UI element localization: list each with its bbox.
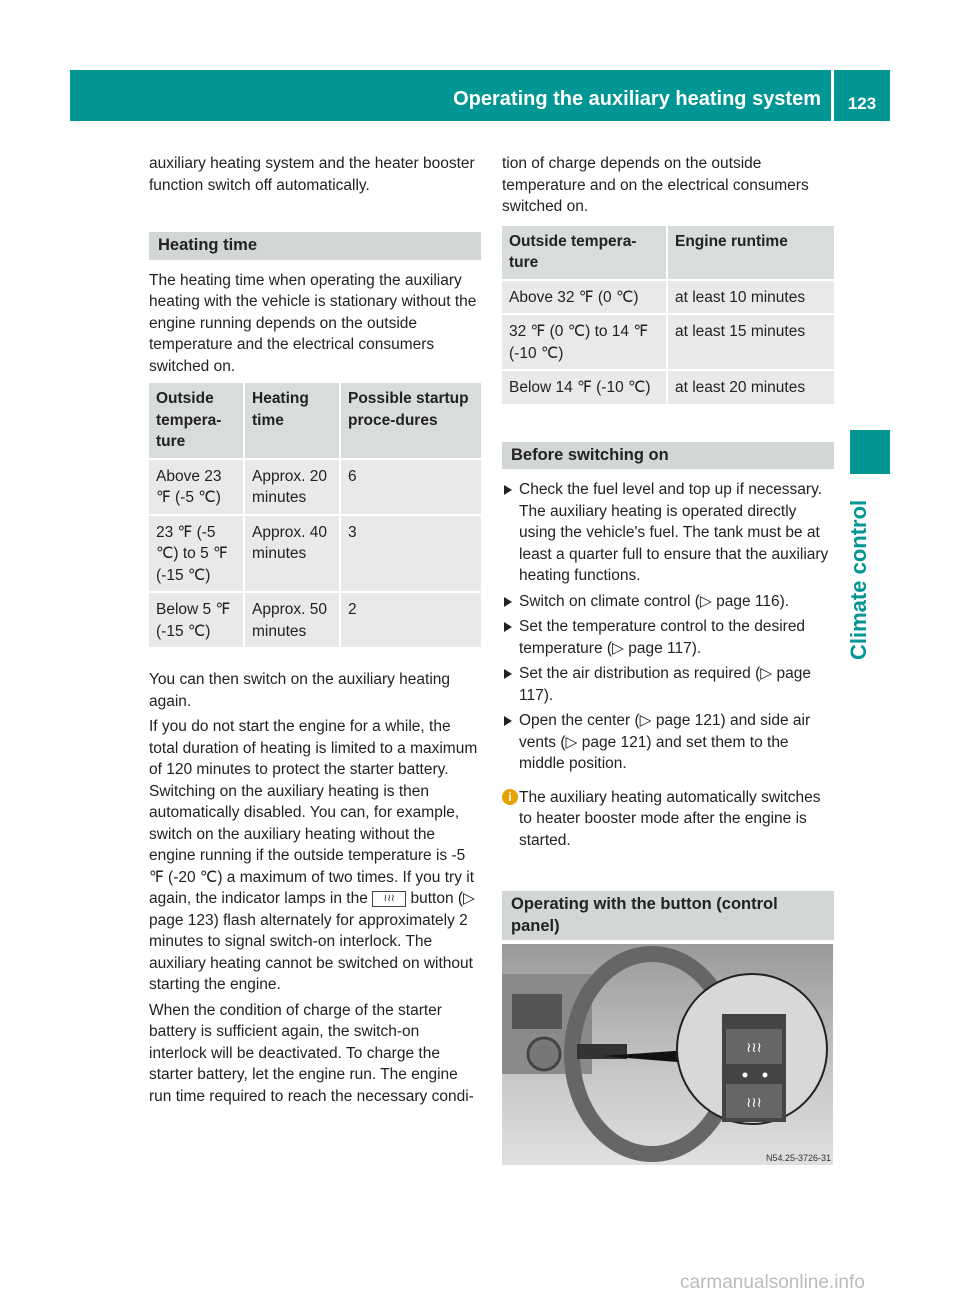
engine-runtime-table [500, 224, 836, 406]
paragraph: You can then switch on the auxiliary heating again. [149, 671, 451, 710]
table-cell: Approx. 40 minutes [245, 516, 339, 592]
paragraph [149, 716, 481, 996]
svg-text:≀≀≀: ≀≀≀ [746, 1039, 762, 1055]
section-heading-before-switching-on: Before switching on [502, 442, 834, 470]
page-number: 123 [834, 70, 890, 121]
table-row [502, 371, 834, 404]
paragraph: The heating time when operating the auxiliary heating with the vehicle is stationary without the engine running depends on the outside temperature and the electrical consumers switched on. [149, 271, 477, 375]
dashboard-drawing [502, 944, 833, 1165]
table-cell: at least 20 minutes [668, 371, 834, 404]
table-row [502, 315, 834, 369]
table-header: Outside tempera-ture [149, 383, 243, 458]
watermark: carmanualsonline.info [680, 1272, 865, 1293]
paragraph: When the condition of charge of the starter battery is sufficient again, the switch-on interlock will be deactivated. To charge the starter battery, let the engine run. The engine run time required to reach the necessary condi- [149, 1001, 474, 1105]
table-header: Heating time [245, 383, 339, 458]
table-cell: at least 10 minutes [668, 281, 834, 314]
heating-time-table [147, 381, 483, 649]
right-column [502, 153, 834, 950]
table-header: Engine runtime [668, 226, 834, 279]
section-heading-operating-button: Operating with the button (control panel) [502, 891, 834, 940]
table-header: Possible startup proce-dures [341, 383, 481, 458]
side-tab-label: Climate control [846, 499, 871, 660]
bullet-item: Set the air distribution as required (▷ page 117). [502, 663, 834, 706]
table-cell: Approx. 50 minutes [245, 593, 339, 647]
left-column [149, 153, 481, 1111]
table-cell: Above 32 ℉ (0 ℃) [502, 281, 666, 314]
control-panel-illustration [502, 944, 833, 1165]
image-code: N54.25-3726-31 [765, 1153, 831, 1163]
bullet-item: Switch on climate control (▷ page 116). [502, 591, 834, 613]
table-row [149, 460, 481, 514]
table-cell: at least 15 minutes [668, 315, 834, 369]
intro-text: auxiliary heating system and the heater booster function switch off automatically. [149, 155, 475, 194]
table-header: Outside tempera-ture [502, 226, 666, 279]
paragraph-text: button (▷ page 123) flash alternately for approximately 2 minutes to signal switch-on interlock. The auxiliary heating cannot be switched on without starting the engine. [149, 890, 475, 993]
info-icon: i [502, 789, 518, 805]
table-cell: Below 14 ℉ (-10 ℃) [502, 371, 666, 404]
table-cell: 3 [341, 516, 481, 592]
paragraph-text: If you do not start the engine for a while, the total duration of heating is limited to a maximum of 120 minutes to protect the starter battery. Switching on the auxiliary heating is then automatically disabled. You can, for example, switch on the auxiliary heating without the engine running if the outside temperature is -5 ℉ (-20 ℃) a maximum of two times. If you try it again, the indicator lamps in the [149, 718, 478, 907]
intro-text: tion of charge depends on the outside temperature and on the electrical consumers switched on. [502, 155, 809, 215]
table-cell: 2 [341, 593, 481, 647]
table-row [502, 281, 834, 314]
table-cell: Below 5 ℉ (-15 ℃) [149, 593, 243, 647]
table-cell: 6 [341, 460, 481, 514]
svg-text:≀≀≀: ≀≀≀ [746, 1094, 762, 1110]
table-row [149, 516, 481, 592]
bullet-item: Check the fuel level and top up if necessary. The auxiliary heating is operated directly using the vehicle's fuel. The tank must be at least a quarter full to ensure that the auxiliary heating functions. [502, 479, 834, 587]
page-header-title: Operating the auxiliary heating system [70, 70, 831, 121]
info-text: The auxiliary heating automatically switches to heater booster mode after the engine is started. [519, 788, 821, 849]
section-heading-heating-time: Heating time [149, 232, 481, 260]
table-row [149, 593, 481, 647]
table-cell: 23 ℉ (-5 ℃) to 5 ℉ (-15 ℃) [149, 516, 243, 592]
table-cell: Approx. 20 minutes [245, 460, 339, 514]
table-cell: Above 23 ℉ (-5 ℃) [149, 460, 243, 514]
side-tab-marker [850, 430, 890, 474]
bullet-item: Set the temperature control to the desired temperature (▷ page 117). [502, 616, 834, 659]
table-cell: 32 ℉ (0 ℃) to 14 ℉ (-10 ℃) [502, 315, 666, 369]
bullet-item: Open the center (▷ page 121) and side air vents (▷ page 121) and set them to the middle position. [502, 710, 834, 775]
heater-button-icon: ≀≀≀ [372, 891, 406, 907]
info-note [502, 787, 834, 852]
